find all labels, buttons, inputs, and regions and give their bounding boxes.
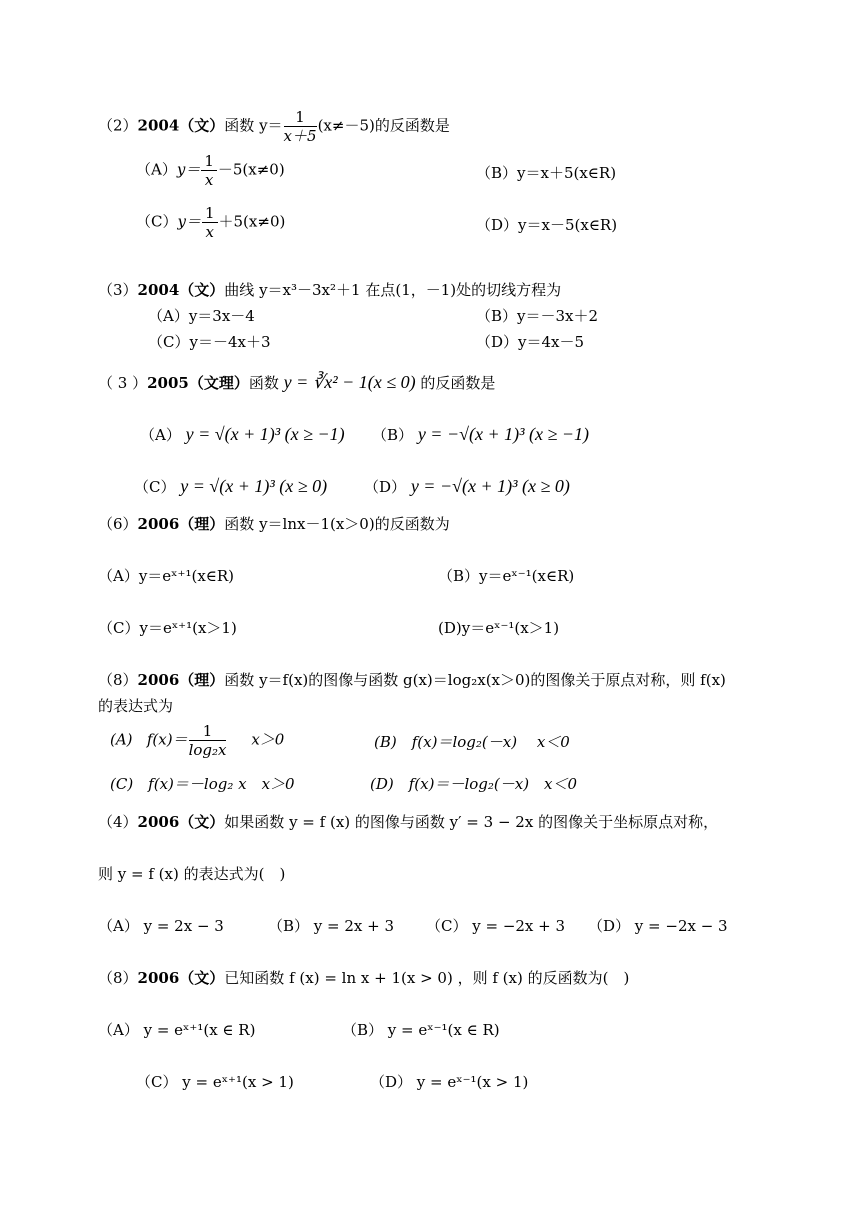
q1-c-fraction: $\frac{1}{x}$ [202, 204, 218, 241]
q3-stem: （ 3 ）2005（文理）函数 y = ∛x² − 1(x ≤ 0) 的反函数是 [98, 372, 496, 392]
q4-option-c: （C）y＝eˣ⁺¹(x＞1) [98, 619, 237, 637]
q7-option-a: （A） y = eˣ⁺¹(x ∈ R) [98, 1021, 256, 1039]
q7-option-c: （C） y = eˣ⁺¹(x > 1) [136, 1073, 294, 1091]
q2-option-d: （D）y＝4x－5 [476, 333, 585, 351]
q2-stem: （3）2004（文）曲线 y＝x³－3x²＋1 在点(1，－1)处的切线方程为 [98, 281, 562, 299]
q1-option-d: （D）y＝x－5(x∈R) [476, 216, 618, 234]
q5-option-b: (B) f(x)＝log₂(－x) x＜0 [374, 733, 570, 751]
q6-stem: （4）2006（文）如果函数 y = f (x) 的图像与函数 y′ = 3 − 2x 的图像关于坐标原点对称， [98, 813, 719, 831]
q3-option-a: （A） y = √(x + 1)³ (x ≥ −1) [140, 424, 345, 444]
q3-stem-formula: y = ∛x² − 1(x ≤ 0) [283, 372, 416, 392]
q4-option-b: （B）y＝eˣ⁻¹(x∈R) [438, 567, 575, 585]
q7-option-b: （B） y = eˣ⁻¹(x ∈ R) [342, 1021, 500, 1039]
q3-option-c: （C） y = √(x + 1)³ (x ≥ 0) [134, 476, 328, 496]
q7-stem: （8）2006（文）已知函数 f (x) = ln x + 1(x > 0) ，则 f (x) 的反函数为( ) [98, 969, 630, 987]
q5-option-c: (C) f(x)＝－log₂ x x＞0 [110, 775, 295, 793]
q1-option-a: （A）y＝ $\frac{1}{x}$ －5(x≠0) [136, 152, 285, 189]
q1-fraction: $\frac{1}{x+5}$ [283, 108, 317, 145]
q5-stem: （8）2006（理）函数 y＝f(x)的图像与函数 g(x)＝log₂x(x＞0)的图像关于原点对称，则 f(x) [98, 671, 726, 689]
q1-option-b: （B）y＝x＋5(x∈R) [476, 164, 617, 182]
q2-option-c: （C）y＝－4x＋3 [148, 333, 271, 351]
q6-option-a: （A） y = 2x − 3 [98, 917, 224, 935]
q3-option-b: （B） y = −√(x + 1)³ (x ≥ −1) [372, 424, 589, 444]
q6-option-c: （C） y = −2x + 3 [426, 917, 566, 935]
q6-option-b: （B） y = 2x + 3 [268, 917, 395, 935]
q5-a-fraction: $\frac{1}{\text{log₂x}}$ [188, 722, 227, 759]
q1-stem [98, 108, 450, 145]
q1-year: 2004（文） [137, 116, 225, 135]
q4-option-d: (D)y＝eˣ⁻¹(x＞1) [438, 619, 560, 637]
q4-stem: （6）2006（理）函数 y＝lnx－1(x＞0)的反函数为 [98, 515, 450, 533]
q1-num: （2） [98, 116, 138, 135]
q1-text: 函数 y＝ [224, 116, 283, 135]
q1-a-fraction: $\frac{1}{x}$ [201, 152, 217, 189]
q4-option-a: （A）y＝eˣ⁺¹(x∈R) [98, 567, 235, 585]
q2-option-b: （B）y＝－3x＋2 [476, 307, 599, 325]
q2-option-a: （A）y＝3x－4 [148, 307, 255, 325]
q5-option-a: (A) f(x)＝ $\frac{1}{\text{log₂x}}$ x＞0 [110, 722, 285, 759]
q3-option-d: （D） y = −√(x + 1)³ (x ≥ 0) [364, 476, 570, 496]
q6-stem-line2: 则 y = f (x) 的表达式为( ) [98, 865, 286, 883]
q5-option-d: (D) f(x)＝－log₂(－x) x＜0 [370, 775, 578, 793]
q6-option-d: （D） y = −2x − 3 [588, 917, 728, 935]
q1-tail: (x≠－5)的反函数是 [317, 116, 450, 135]
q5-stem-line2: 的表达式为 [98, 697, 174, 715]
q7-option-d: （D） y = eˣ⁻¹(x > 1) [370, 1073, 529, 1091]
q1-option-c: （C）y＝ $\frac{1}{x}$ ＋5(x≠0) [136, 204, 286, 241]
